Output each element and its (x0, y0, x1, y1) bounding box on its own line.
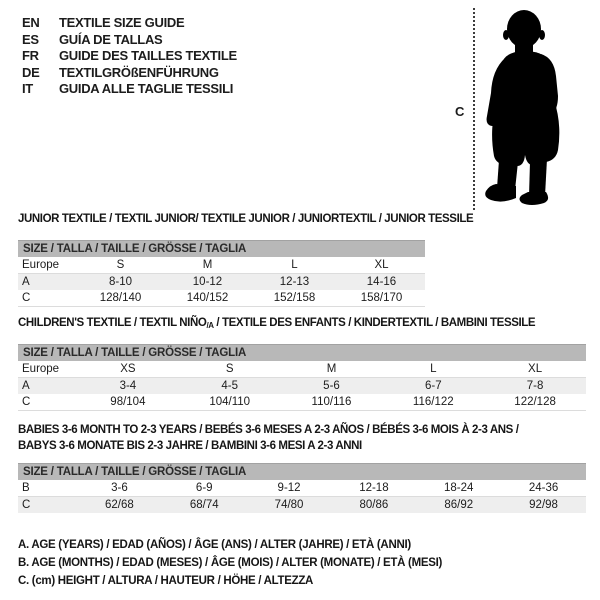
height-cell: 104/110 (209, 396, 251, 408)
row-label: A (22, 380, 30, 392)
table-row (18, 497, 586, 513)
table-row (18, 257, 425, 274)
size-cell: L (291, 259, 298, 271)
age-cell: 10-12 (192, 276, 223, 288)
note-height-cm: C. (cm) HEIGHT / ALTURA / HAUTEUR / HÖHE / ALTEZZA (18, 575, 314, 587)
size-cell: L (430, 363, 437, 375)
age-cell: 24-36 (528, 482, 559, 494)
height-cell: 80/86 (359, 499, 389, 511)
toddler-silhouette-icon (484, 8, 568, 208)
language-title-block (22, 15, 237, 98)
size-header-bar: SIZE / TALLA / TAILLE / GRÖSSE / TAGLIA (18, 344, 586, 361)
height-cell: 158/170 (360, 292, 403, 304)
age-cell: 5-6 (323, 380, 340, 392)
age-cell: 3-4 (119, 380, 137, 392)
table-row (18, 394, 586, 411)
age-cell: 7-8 (526, 380, 544, 392)
lang-code: IT (22, 81, 33, 97)
height-cell: 86/92 (444, 499, 474, 511)
row-label: Europe (22, 259, 60, 271)
lang-row-it (22, 81, 237, 98)
size-cell: XL (528, 363, 543, 375)
lang-row-es (22, 32, 237, 49)
height-cell: 62/68 (105, 499, 134, 511)
height-cell: 140/152 (186, 292, 229, 304)
table-row (18, 274, 425, 290)
height-cell: 68/74 (189, 499, 219, 511)
lang-row-en (22, 15, 237, 32)
row-label: Europe (22, 363, 60, 375)
row-label: C (22, 499, 31, 511)
lang-row-de (22, 65, 237, 82)
babies-section-title (18, 423, 519, 454)
table-row (18, 378, 586, 394)
legend-notes (18, 536, 442, 590)
age-cell: 12-18 (359, 482, 389, 494)
age-cell: 3-6 (111, 482, 128, 494)
lang-label: GUIDA ALLE TAGLIE TESSILI (59, 81, 234, 97)
age-cell: 6-7 (424, 380, 442, 392)
size-cell: S (116, 259, 125, 271)
age-cell: 4-5 (221, 380, 238, 392)
height-cell: 122/128 (514, 396, 556, 408)
height-cell: 116/122 (412, 396, 454, 408)
lang-code: EN (22, 15, 40, 30)
babies-size-table (18, 463, 586, 513)
height-cell: 92/98 (529, 499, 558, 511)
size-cell: S (225, 363, 234, 375)
junior-size-table (18, 240, 425, 307)
size-cell: XL (374, 259, 389, 271)
height-cell: 74/80 (274, 499, 304, 511)
note-age-years: A. AGE (YEARS) / EDAD (AÑOS) / ÂGE (ANS) / ALTER (JAHRE) / ETÀ (ANNI) (18, 539, 411, 551)
babies-title-line1: BABIES 3-6 MONTH TO 2-3 YEARS / BEBÉS 3-6 MESES A 2-3 AÑOS / BÉBÉS 3-6 MOIS À 2-3 ANS / (18, 424, 519, 436)
children-section-title (18, 317, 535, 330)
size-cell: M (326, 363, 337, 375)
children-title-part1: CHILDREN'S TEXTILE / TEXTIL NIÑO (18, 317, 207, 329)
lang-label: GUÍA DE TALLAS (59, 31, 163, 47)
size-header-bar: SIZE / TALLA / TAILLE / GRÖSSE / TAGLIA (18, 240, 425, 257)
children-size-table (18, 344, 586, 411)
height-cell: 128/140 (99, 292, 142, 304)
age-cell: 14-16 (366, 276, 397, 288)
age-cell: 12-13 (279, 276, 310, 288)
age-cell: 8-10 (108, 276, 133, 288)
height-cell: 152/158 (273, 292, 316, 304)
age-cell: 6-9 (195, 482, 213, 494)
size-cell: XS (120, 363, 136, 375)
row-label: B (22, 482, 30, 494)
table-row (18, 480, 586, 497)
height-cell: 98/104 (110, 396, 146, 408)
row-label: A (22, 276, 30, 288)
height-dashed-line (473, 8, 475, 210)
table-row (18, 361, 586, 378)
height-cell: 110/116 (311, 396, 352, 408)
row-label: C (22, 292, 31, 304)
note-age-months: B. AGE (MONTHS) / EDAD (MESES) / ÂGE (MOIS) / ALTER (MONATE) / ETÀ (MESI) (18, 557, 443, 569)
lang-label: GUIDE DES TAILLES TEXTILE (59, 48, 237, 64)
children-title-part2: / TEXTILE DES ENFANTS / KINDERTEXTIL / BAMBINI TESSILE (213, 317, 536, 329)
lang-code: FR (22, 48, 39, 64)
table-row (18, 290, 425, 307)
row-label: C (22, 396, 31, 408)
lang-row-fr (22, 48, 237, 65)
lang-code: ES (22, 31, 39, 47)
lang-label: TEXTILE SIZE GUIDE (59, 15, 185, 30)
size-cell: M (202, 259, 213, 271)
lang-code: DE (22, 64, 40, 80)
height-measure-label: C (455, 104, 465, 119)
size-header-bar: SIZE / TALLA / TAILLE / GRÖSSE / TAGLIA (18, 463, 586, 480)
age-cell: 9-12 (277, 482, 301, 494)
children-title-subscript: /A (206, 321, 214, 330)
age-cell: 18-24 (444, 482, 474, 494)
lang-label: TEXTILGRÖßENFÜHRUNG (59, 64, 219, 80)
babies-title-line2: BABYS 3-6 MONATE BIS 2-3 JAHRE / BAMBINI 3-6 MESI A 2-3 ANNI (18, 439, 362, 452)
junior-section-title: JUNIOR TEXTILE / TEXTIL JUNIOR/ TEXTILE JUNIOR / JUNIORTEXTIL / JUNIOR TESSILE (18, 213, 474, 225)
